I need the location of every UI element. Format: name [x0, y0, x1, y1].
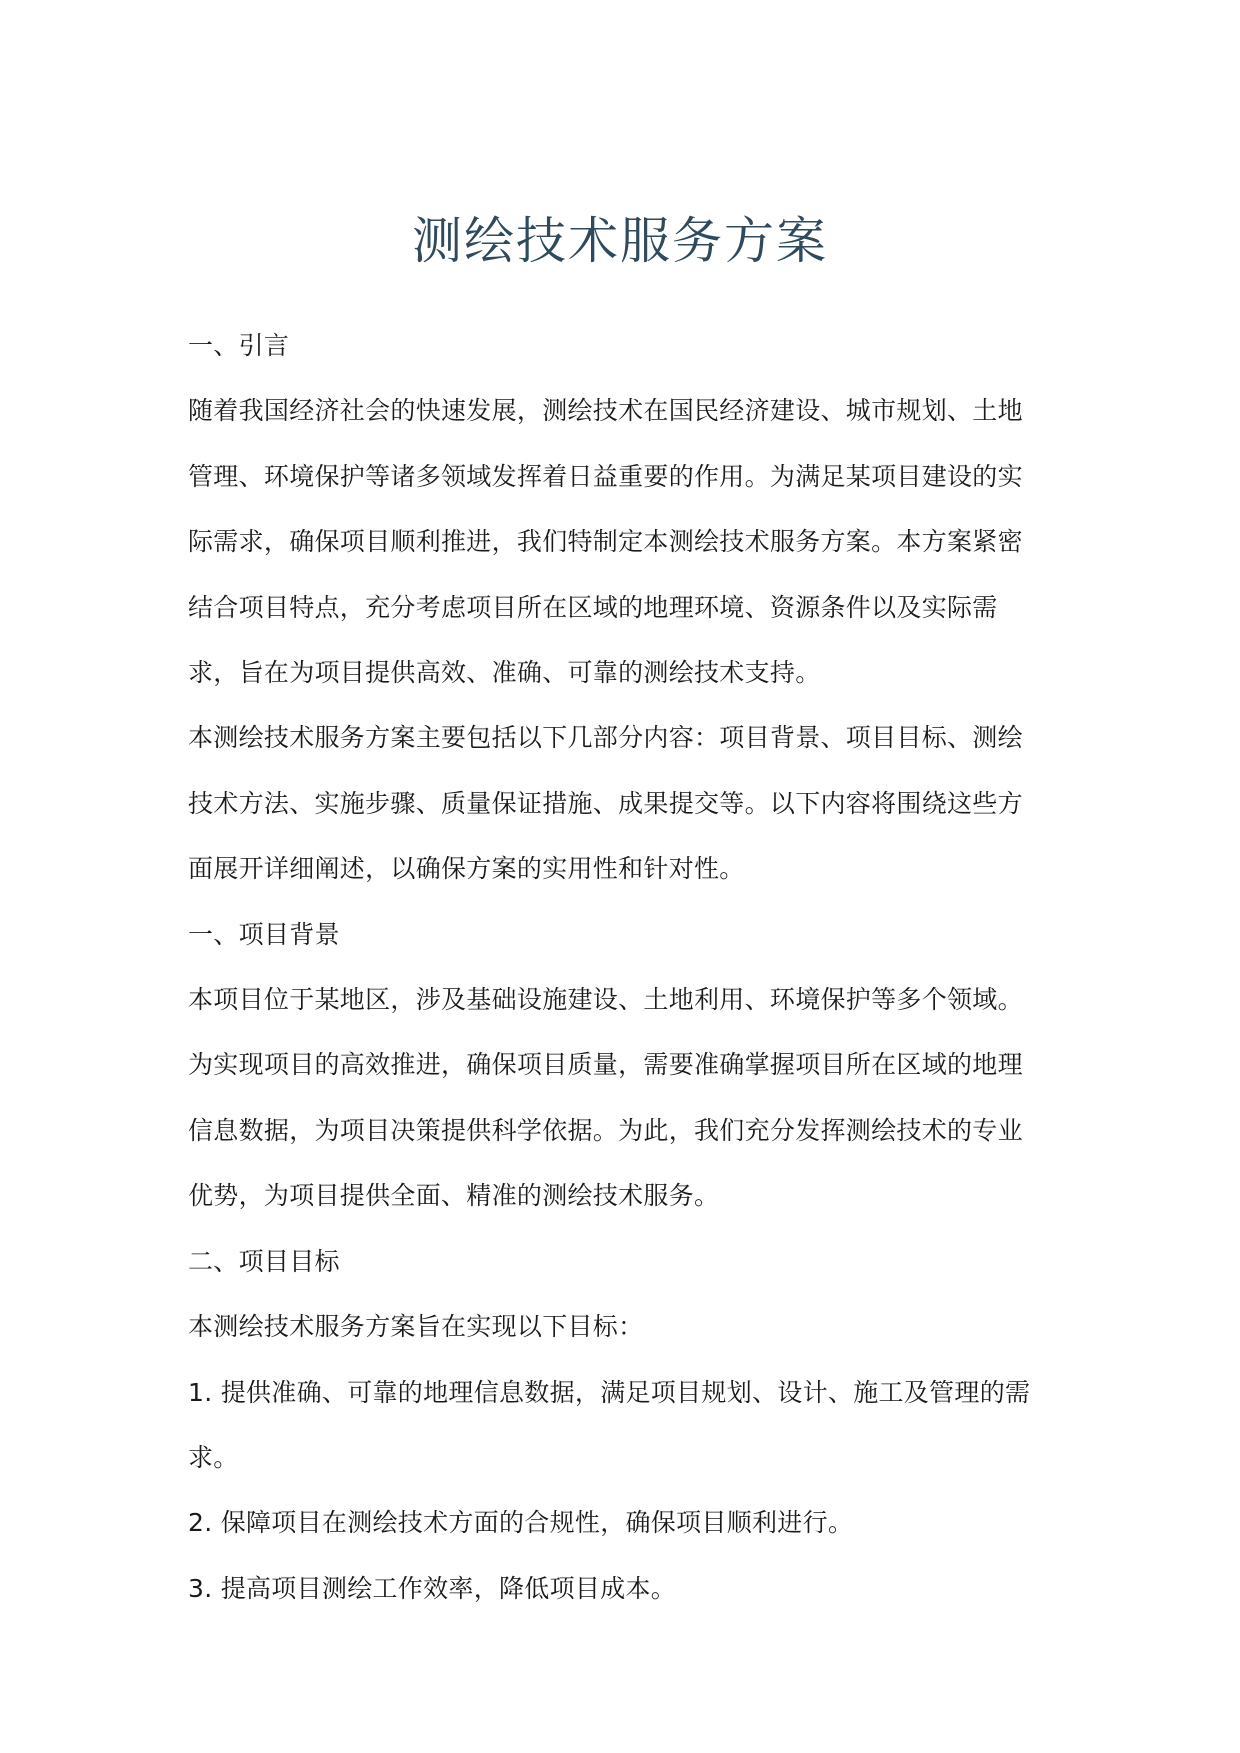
document-title: 测绘技术服务方案: [412, 212, 828, 270]
paragraph-goals-intro: 本测绘技术服务方案旨在实现以下目标：: [188, 1312, 644, 1342]
section-heading-project-background: 一、项目背景: [188, 919, 340, 949]
paragraph-introduction: 随着我国经济社会的快速发展，测绘技术在国民经济建设、城市规划、土地管理、环境保护等诸多领域发挥着日益重要的作用。为满足某项目建设的实际需求，确保项目顺利推进，我们特制定本测绘技术服务方案。本方案紧密结合项目特点，充分考虑项目所在区域的地理环境、资源条件以及实际需求，旨在为项目提供高效、准确、可靠的测绘技术支持。: [188, 396, 1023, 688]
list-item-goal-3: 3. 提高项目测绘工作效率，降低项目成本。: [188, 1573, 677, 1603]
list-item-goal-1: 1. 提供准确、可靠的地理信息数据，满足项目规划、设计、施工及管理的需求。: [188, 1377, 1031, 1472]
document-body: [188, 313, 1048, 1621]
section-heading-project-goals: 二、项目目标: [188, 1246, 340, 1276]
paragraph-contents-overview: 本测绘技术服务方案主要包括以下几部分内容：项目背景、项目目标、测绘技术方法、实施步骤、质量保证措施、成果提交等。以下内容将围绕这些方面展开详细阐述，以确保方案的实用性和针对性。: [188, 723, 1023, 884]
section-heading-introduction: 一、引言: [188, 331, 290, 360]
paragraph-project-background: 本项目位于某地区，涉及基础设施建设、土地利用、环境保护等多个领域。为实现项目的高效推进，确保项目质量，需要准确掌握项目所在区域的地理信息数据，为项目决策提供科学依据。为此，我们充分发挥测绘技术的专业优势，为项目提供全面、精准的测绘技术服务。: [188, 985, 1023, 1211]
list-item-goal-2: 2. 保障项目在测绘技术方面的合规性，确保项目顺利进行。: [188, 1508, 854, 1538]
